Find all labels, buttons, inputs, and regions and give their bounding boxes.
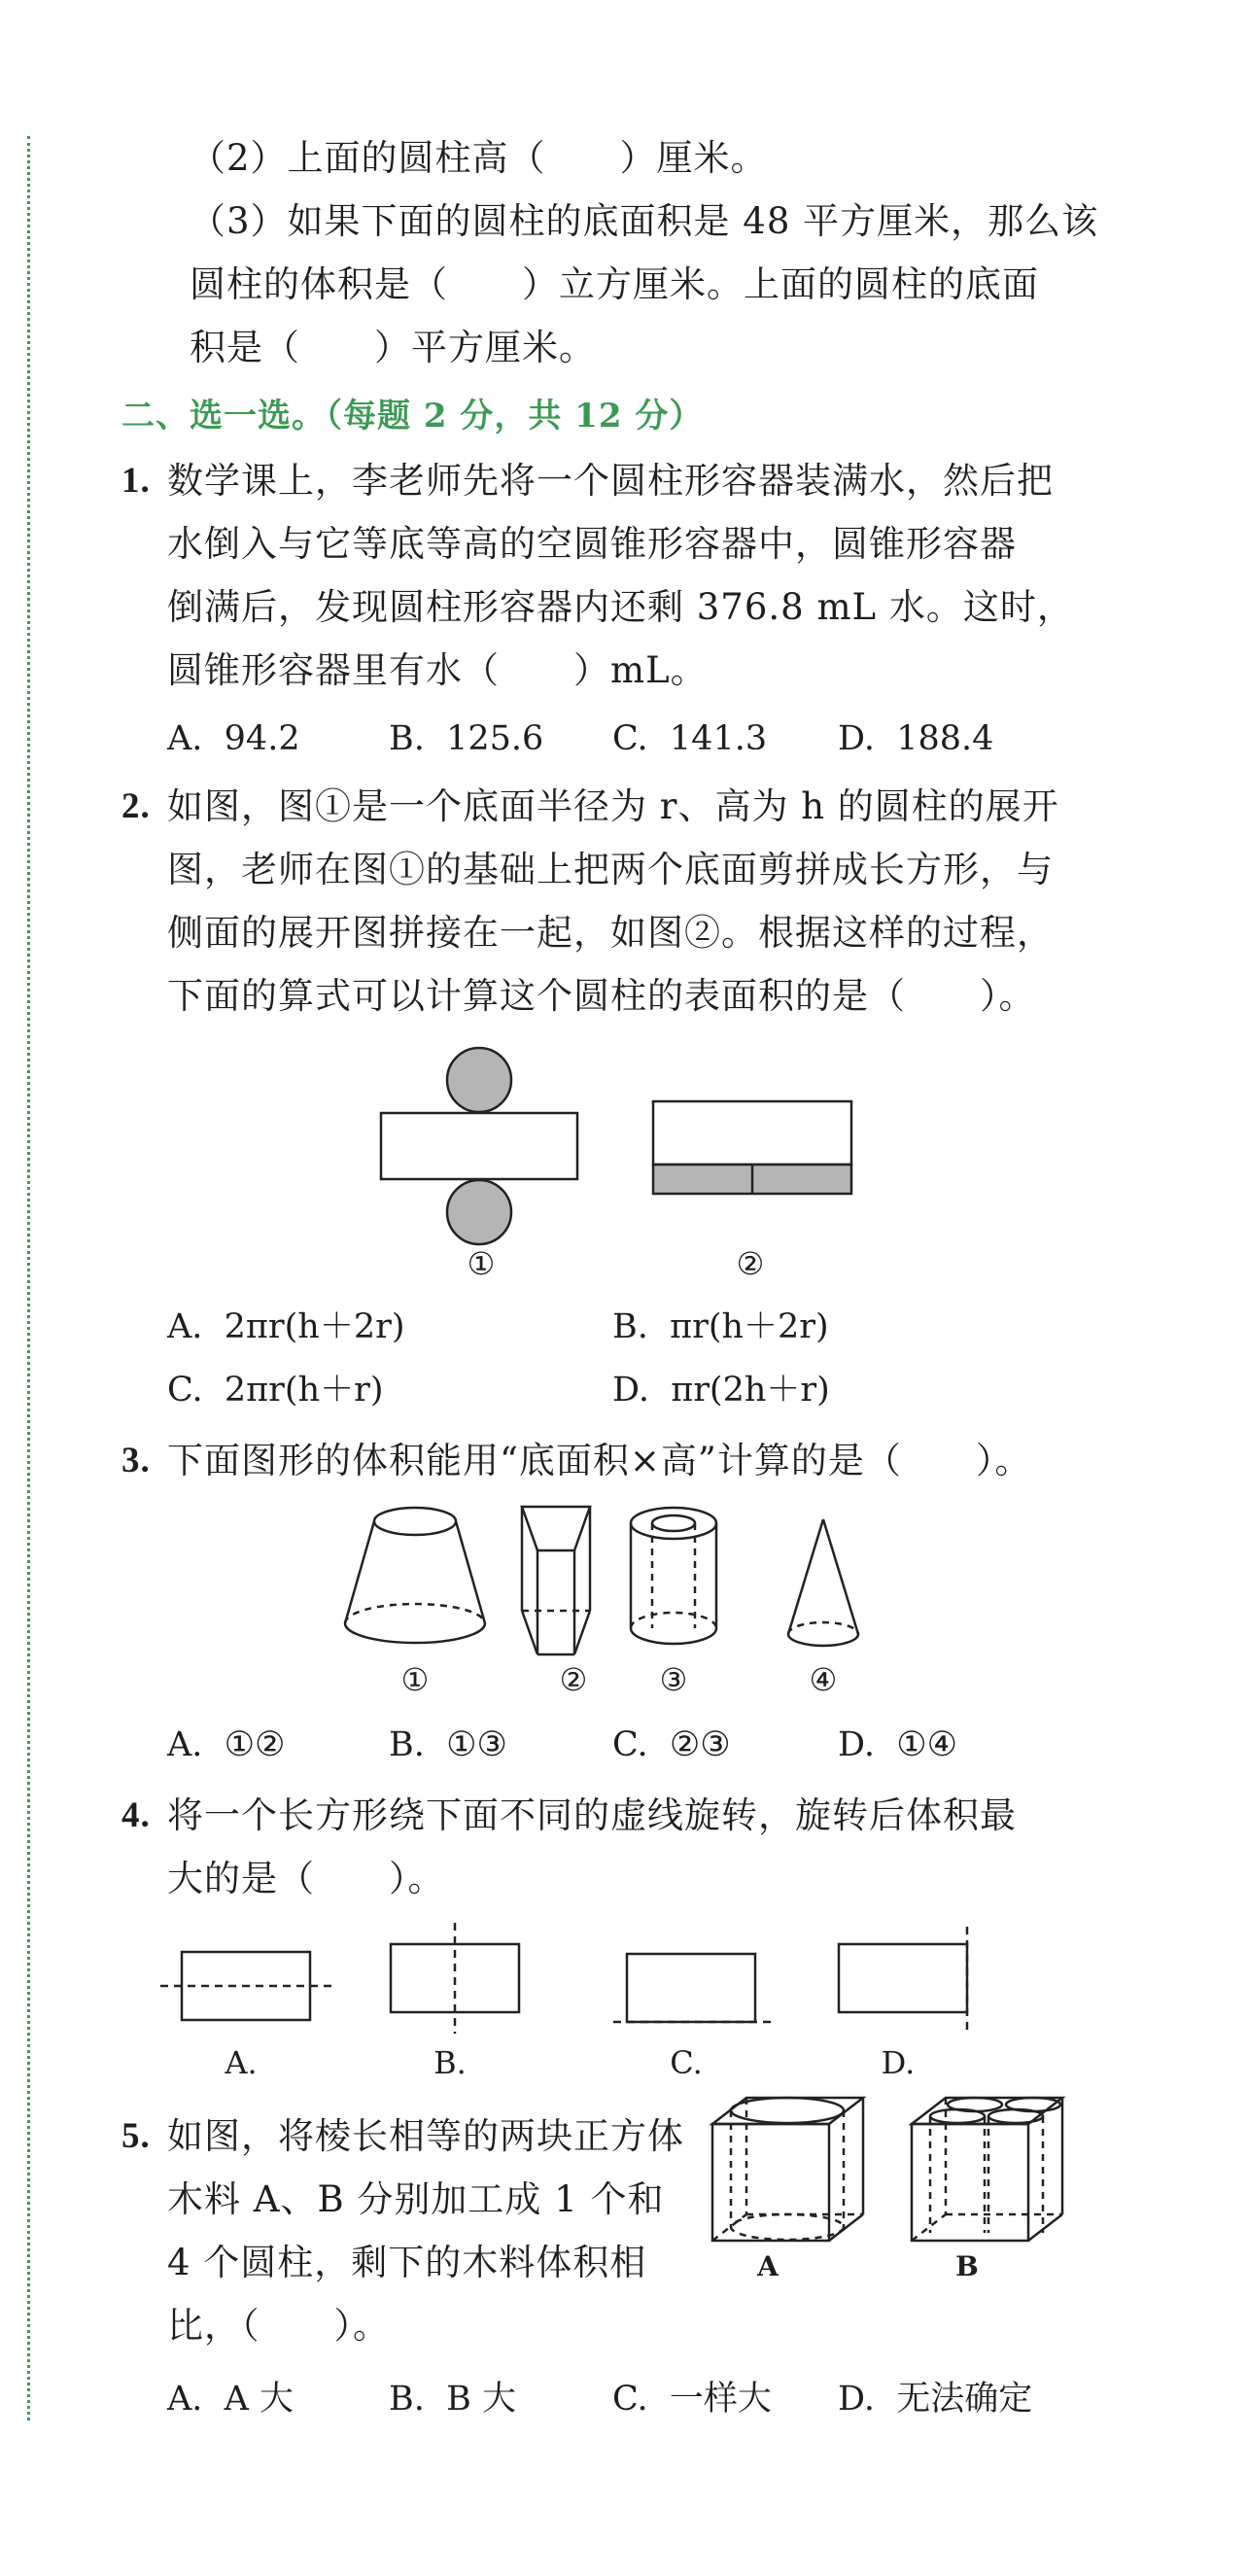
- question-text: 水倒入与它等底等高的空圆锥形容器中，圆锥形容器: [167, 523, 1017, 565]
- question-number: 2.: [121, 786, 151, 826]
- figure-label: A: [757, 2250, 779, 2282]
- rectangle-d: [839, 1944, 967, 2012]
- section-title: 二、选一选。（每题 2 分，共 12 分）: [121, 397, 704, 435]
- question-text: 将一个长方形绕下面不同的虚线旋转，旋转后体积最: [167, 1794, 1017, 1836]
- rotation-figures: [160, 1923, 987, 2039]
- question-text: 下面图形的体积能用“底面积×高”计算的是（ ）。: [167, 1440, 1032, 1481]
- option-a[interactable]: A. A 大: [167, 2380, 294, 2419]
- frustum-shape: [345, 1508, 485, 1643]
- question-text: 图，老师在图①的基础上把两个底面剪拼成长方形，与: [167, 849, 1054, 890]
- option-d[interactable]: D. πr(2h＋r): [612, 1371, 830, 1410]
- figure-label: B: [955, 2250, 979, 2282]
- option-c[interactable]: C. 2πr(h＋r): [167, 1371, 384, 1410]
- question-text: 木料 A、B 分别加工成 1 个和: [167, 2178, 665, 2220]
- option-d[interactable]: D. 无法确定: [838, 2380, 1033, 2419]
- option-a[interactable]: A. 2πr(h＋2r): [167, 1307, 405, 1346]
- option-b[interactable]: B. 125.6: [389, 719, 544, 758]
- binding-margin-line: [27, 136, 30, 2420]
- figure-label: ①: [467, 1245, 496, 1282]
- question-text: 下面的算式可以计算这个圆柱的表面积的是（ ）。: [167, 975, 1036, 1017]
- question-text: 4 个圆柱，剩下的木料体积相: [167, 2242, 647, 2283]
- lateral-rectangle: [653, 1101, 851, 1165]
- bottom-circle: [447, 1180, 511, 1244]
- question-number: 1.: [121, 461, 151, 501]
- question-text: 比，（ ）。: [167, 2305, 390, 2347]
- question-text: 倒满后，发现圆柱形容器内还剩 376.8 mL 水。这时，: [167, 586, 1074, 628]
- question-text: 如图，将棱长相等的两块正方体: [167, 2115, 684, 2157]
- figure-label: ④: [809, 1661, 838, 1698]
- solids-figures: [335, 1502, 899, 1657]
- figure-label: A.: [225, 2044, 258, 2081]
- question-text: 积是（ ）平方厘米。: [190, 327, 596, 368]
- figure-label: D.: [881, 2044, 916, 2081]
- cone-shape: [788, 1519, 858, 1646]
- question-text: 侧面的展开图拼接在一起，如图②。根据这样的过程，: [167, 912, 1054, 954]
- figure-label: ②: [559, 1661, 588, 1698]
- lateral-rectangle: [381, 1113, 577, 1179]
- question-text: 如图，图①是一个底面半径为 r、高为 h 的圆柱的展开: [167, 785, 1059, 827]
- cylinder-net-figures: [369, 1045, 875, 1269]
- question-text: 圆柱的体积是（ ）立方厘米。上面的圆柱的底面: [190, 263, 1039, 305]
- option-a[interactable]: A. 94.2: [167, 719, 300, 758]
- option-c[interactable]: C. 一样大: [612, 2380, 772, 2419]
- figure-label: C.: [670, 2044, 703, 2081]
- question-number: 5.: [121, 2116, 151, 2156]
- question-text: （3）如果下面的圆柱的底面积是 48 平方厘米，那么该: [190, 200, 1099, 242]
- figure-label: ②: [736, 1245, 765, 1282]
- top-circle: [447, 1048, 511, 1112]
- option-b[interactable]: B. πr(h＋2r): [612, 1307, 829, 1346]
- option-d[interactable]: D. ①④: [838, 1725, 957, 1764]
- question-number: 3.: [121, 1441, 151, 1480]
- cube-b: [912, 2098, 1062, 2241]
- option-b[interactable]: B. B 大: [389, 2380, 516, 2419]
- figure-label: ①: [400, 1661, 430, 1698]
- option-a[interactable]: A. ①②: [167, 1725, 286, 1764]
- hollow-cylinder-shape: [631, 1508, 716, 1644]
- question-text: 圆锥形容器里有水（ ）mL。: [167, 649, 708, 691]
- figure-label: ③: [659, 1661, 688, 1698]
- question-text: 数学课上，李老师先将一个圆柱形容器装满水，然后把: [167, 460, 1054, 502]
- prism-shape: [522, 1507, 590, 1654]
- question-number: 4.: [121, 1795, 151, 1835]
- option-c[interactable]: C. ②③: [612, 1725, 731, 1764]
- question-text: 大的是（ ）。: [167, 1858, 445, 1899]
- option-c[interactable]: C. 141.3: [612, 719, 768, 758]
- question-text: （2）上面的圆柱高（ ）厘米。: [190, 137, 768, 179]
- figure-label: B.: [433, 2044, 467, 2081]
- option-b[interactable]: B. ①③: [389, 1725, 507, 1764]
- cube-a: [712, 2098, 863, 2241]
- rectangle-c: [627, 1954, 755, 2022]
- option-d[interactable]: D. 188.4: [838, 719, 994, 758]
